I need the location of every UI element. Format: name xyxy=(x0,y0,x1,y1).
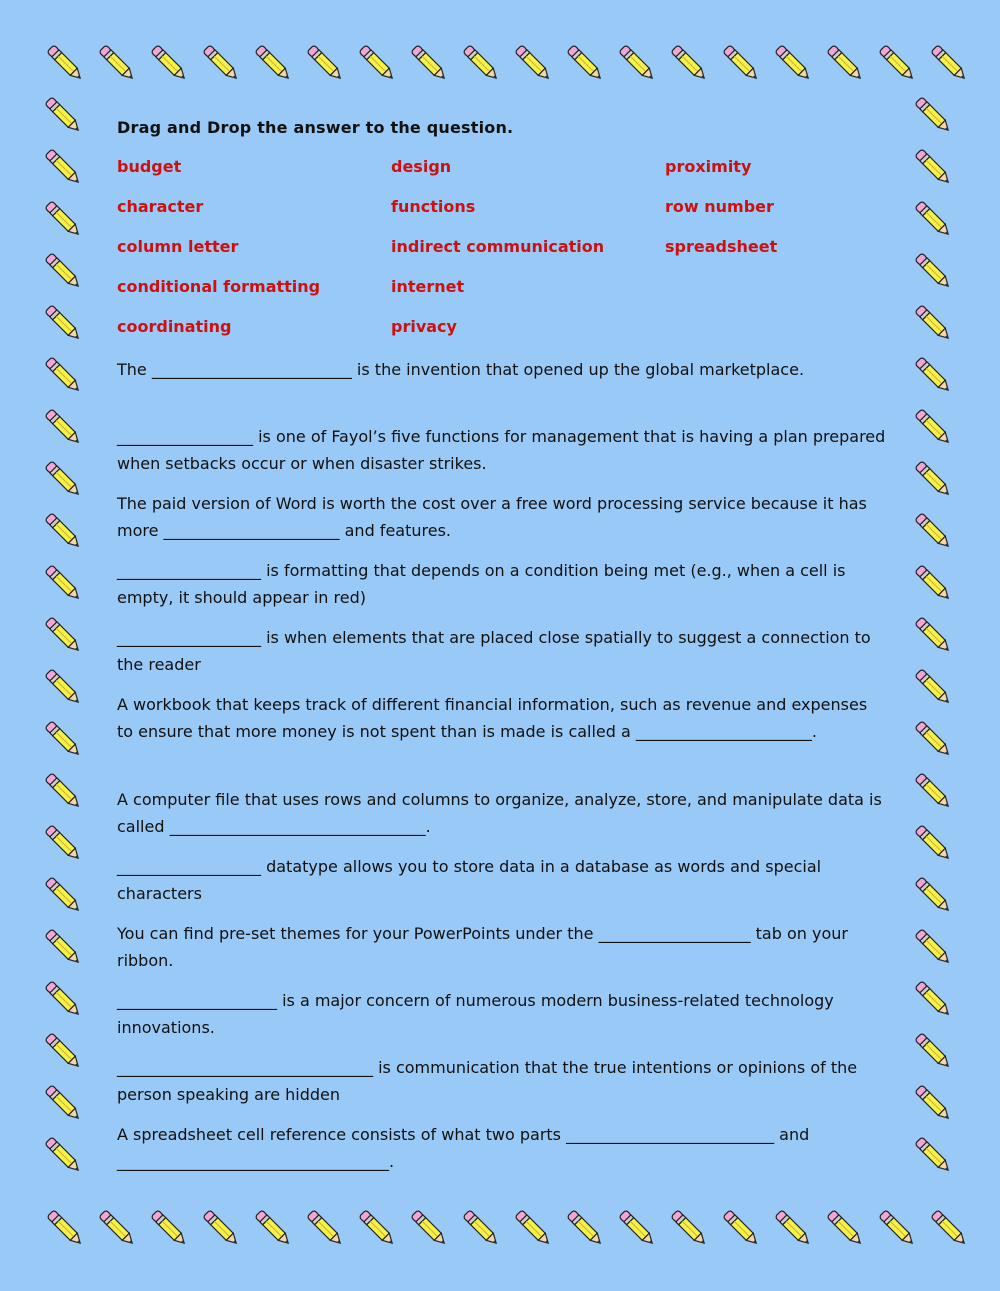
question-7[interactable]: A computer file that uses rows and columns to organize, analyze, store, and manipulate data is called ________________________________. xyxy=(117,790,882,836)
pencil-icon xyxy=(250,1205,298,1253)
answer-indirect-communication[interactable]: indirect communication xyxy=(391,237,605,256)
pencil-icon xyxy=(40,1132,88,1180)
answer-character[interactable]: character xyxy=(117,197,204,216)
empty-slot xyxy=(665,316,887,338)
pencil-icon xyxy=(770,40,818,88)
pencil-icon xyxy=(910,300,958,348)
question-3[interactable]: The paid version of Word is worth the cost over a free word processing service because it has more ______________________ and features. xyxy=(117,494,867,540)
pencil-icon xyxy=(40,300,88,348)
question-11[interactable]: ________________________________ is communication that the true intentions or opinions of the person speaking are hidden xyxy=(117,1058,858,1104)
pencil-icon xyxy=(910,820,958,868)
pencil-icon xyxy=(910,456,958,504)
empty-slot xyxy=(665,276,887,298)
pencil-icon xyxy=(146,40,194,88)
pencil-icon xyxy=(910,508,958,556)
question-8[interactable]: __________________ datatype allows you to store data in a database as words and special characters xyxy=(117,857,822,903)
answer-proximity[interactable]: proximity xyxy=(665,157,752,176)
pencil-icon xyxy=(562,1205,610,1253)
pencil-icon xyxy=(40,248,88,296)
pencil-icon xyxy=(910,1080,958,1128)
pencil-icon xyxy=(354,40,402,88)
pencil-icon xyxy=(40,508,88,556)
question-12[interactable]: A spreadsheet cell reference consists of what two parts __________________________ and __________________________________. xyxy=(117,1125,810,1171)
pencil-icon xyxy=(874,40,922,88)
pencil-icon xyxy=(250,40,298,88)
pencil-icon xyxy=(718,1205,766,1253)
pencil-icon xyxy=(910,664,958,712)
pencil-icon xyxy=(458,1205,506,1253)
pencil-icon xyxy=(666,40,714,88)
pencil-icon xyxy=(40,872,88,920)
pencil-icon xyxy=(40,456,88,504)
pencil-icon xyxy=(910,144,958,192)
pencil-icon xyxy=(510,40,558,88)
pencil-icon xyxy=(198,1205,246,1253)
pencil-icon xyxy=(40,1080,88,1128)
pencil-icon xyxy=(406,1205,454,1253)
pencil-icon xyxy=(94,40,142,88)
pencil-icon xyxy=(910,924,958,972)
pencil-icon xyxy=(40,664,88,712)
pencil-icon xyxy=(822,40,870,88)
pencil-icon xyxy=(910,1028,958,1076)
pencil-icon xyxy=(874,1205,922,1253)
answer-coordinating[interactable]: coordinating xyxy=(117,317,232,336)
pencil-icon xyxy=(40,976,88,1024)
question-4[interactable]: __________________ is formatting that depends on a condition being met (e.g., when a cell is empty, it should appear in red) xyxy=(117,561,846,607)
pencil-icon xyxy=(562,40,610,88)
question-9[interactable]: You can find pre-set themes for your PowerPoints under the ___________________ tab on your ribbon. xyxy=(117,924,848,970)
question-1[interactable]: The _________________________ is the invention that opened up the global marketplace. xyxy=(117,360,805,379)
pencil-icon xyxy=(458,40,506,88)
pencil-icon xyxy=(198,40,246,88)
pencil-icon xyxy=(926,1205,974,1253)
pencil-icon xyxy=(910,612,958,660)
answer-budget[interactable]: budget xyxy=(117,157,182,176)
pencil-icon xyxy=(354,1205,402,1253)
pencil-icon xyxy=(910,92,958,140)
pencil-icon xyxy=(146,1205,194,1253)
pencil-icon xyxy=(926,40,974,88)
pencil-icon xyxy=(822,1205,870,1253)
pencil-icon xyxy=(910,352,958,400)
pencil-icon xyxy=(614,40,662,88)
answer-spreadsheet[interactable]: spreadsheet xyxy=(665,237,778,256)
pencil-icon xyxy=(40,716,88,764)
pencil-icon xyxy=(40,820,88,868)
pencil-icon xyxy=(406,40,454,88)
pencil-icon xyxy=(510,1205,558,1253)
pencil-icon xyxy=(40,560,88,608)
pencil-icon xyxy=(94,1205,142,1253)
pencil-icon xyxy=(40,612,88,660)
pencil-icon xyxy=(42,40,90,88)
question-5[interactable]: __________________ is when elements that are placed close spatially to suggest a connection to the reader xyxy=(117,628,871,674)
answer-functions[interactable]: functions xyxy=(391,197,476,216)
pencil-icon xyxy=(40,768,88,816)
pencil-icon xyxy=(40,352,88,400)
answer-row-number[interactable]: row number xyxy=(665,197,774,216)
pencil-icon xyxy=(910,404,958,452)
worksheet-content xyxy=(117,118,887,1171)
pencil-icon xyxy=(40,144,88,192)
answer-design[interactable]: design xyxy=(391,157,452,176)
question-2[interactable]: _________________ is one of Fayol’s five functions for management that is having a plan prepared when setbacks occur or when disaster strikes. xyxy=(117,427,886,473)
pencil-icon xyxy=(910,872,958,920)
pencil-icon xyxy=(42,1205,90,1253)
pencil-icon xyxy=(302,40,350,88)
question-6[interactable]: A workbook that keeps track of different financial information, such as revenue and expenses to ensure that more money is not spent than is made is called a ______________________. xyxy=(117,695,868,741)
pencil-icon xyxy=(302,1205,350,1253)
word-bank xyxy=(117,156,887,338)
pencil-icon xyxy=(40,196,88,244)
pencil-icon xyxy=(40,404,88,452)
instructions-title: Drag and Drop the answer to the question. xyxy=(117,118,514,137)
pencil-icon xyxy=(910,1132,958,1180)
pencil-icon xyxy=(718,40,766,88)
pencil-icon xyxy=(40,924,88,972)
pencil-icon xyxy=(40,92,88,140)
answer-internet[interactable]: internet xyxy=(391,277,465,296)
pencil-icon xyxy=(910,248,958,296)
answer-privacy[interactable]: privacy xyxy=(391,317,457,336)
pencil-icon xyxy=(910,768,958,816)
answer-conditional-formatting[interactable]: conditional formatting xyxy=(117,277,321,296)
pencil-icon xyxy=(614,1205,662,1253)
pencil-icon xyxy=(910,560,958,608)
pencil-icon xyxy=(770,1205,818,1253)
question-10[interactable]: ____________________ is a major concern of numerous modern business-related technology innovations. xyxy=(117,991,834,1037)
pencil-icon xyxy=(40,1028,88,1076)
pencil-icon xyxy=(666,1205,714,1253)
answer-column-letter[interactable]: column letter xyxy=(117,237,239,256)
pencil-icon xyxy=(910,976,958,1024)
pencil-icon xyxy=(910,196,958,244)
pencil-icon xyxy=(910,716,958,764)
